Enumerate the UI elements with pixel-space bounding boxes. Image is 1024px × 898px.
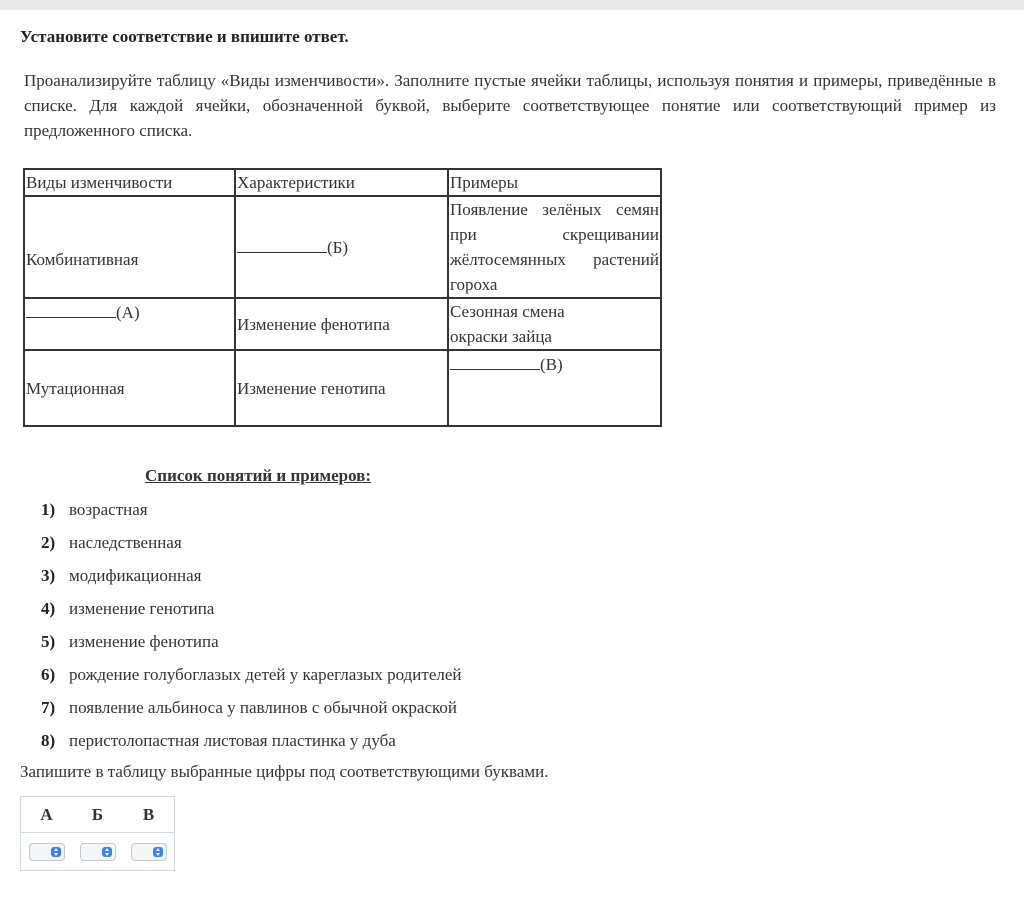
- select-arrow-icon: [51, 847, 61, 857]
- table-header-type: Виды изменчивости: [24, 169, 235, 196]
- list-item: 7) появление альбиноса у павлинов с обычной окраской: [41, 698, 458, 717]
- write-answer-instruction: Запишите в таблицу выбранные цифры под соответствующими буквами.: [20, 762, 549, 781]
- task-text: Проанализируйте таблицу «Виды изменчивости». Заполните пустые ячейки таблицы, используя понятия и примеры, приведённые в списке. Для каждой ячейки, обозначенной буквой, выберите соответствующее понятие или соответствующий пример из предложенного списка.: [24, 71, 996, 140]
- table-header-characteristics: Характеристики: [235, 169, 448, 196]
- label-a: (А): [116, 303, 140, 322]
- answer-table: [20, 796, 175, 871]
- answer-header-v: В: [142, 805, 155, 824]
- answer-select-a[interactable]: [29, 843, 65, 861]
- cell-example-hare: Сезонная смена окраски зайца: [448, 298, 661, 350]
- answer-select-v[interactable]: [131, 843, 167, 861]
- list-title: Список понятий и примеров:: [145, 466, 372, 485]
- list-item: 1) возрастная: [41, 500, 148, 519]
- list-item: 2) наследственная: [41, 533, 182, 552]
- list-item: 6) рождение голубоглазых детей у кареглазых родителей: [41, 665, 462, 684]
- list-item: 8) перистолопастная листовая пластинка у дуба: [41, 731, 396, 750]
- top-bar: [0, 0, 1024, 10]
- select-arrow-icon: [153, 847, 163, 857]
- answer-header-b: Б: [91, 805, 104, 824]
- cell-phenotype-change: Изменение фенотипа: [235, 298, 448, 350]
- blank-line-v: [450, 351, 540, 370]
- list-item: 5) изменение фенотипа: [41, 632, 219, 651]
- cell-example-peas: Появление зелёных семян при скрещивании жёлтосемянных растений гороха: [448, 196, 661, 298]
- cell-blank-v: [448, 350, 661, 426]
- cell-genotype-change: Изменение генотипа: [235, 350, 448, 426]
- blank-line-a: [26, 299, 116, 318]
- cell-blank-a: [24, 298, 235, 350]
- cell-combinative: Комбинативная: [24, 196, 235, 298]
- label-v: (В): [540, 355, 563, 374]
- answer-header-a: А: [40, 805, 53, 824]
- cell-mutational: Мутационная: [24, 350, 235, 426]
- answer-select-b[interactable]: [80, 843, 116, 861]
- instruction-heading: Установите соответствие и впишите ответ.: [20, 27, 349, 46]
- variability-table: [23, 168, 662, 427]
- table-header-examples: Примеры: [448, 169, 661, 196]
- cell-blank-b: [235, 196, 448, 298]
- select-arrow-icon: [102, 847, 112, 857]
- label-b: (Б): [327, 238, 349, 257]
- list-item: 4) изменение генотипа: [41, 599, 215, 618]
- blank-line-b: [237, 234, 327, 253]
- options-list: [41, 498, 462, 762]
- list-item: 3) модификационная: [41, 566, 202, 585]
